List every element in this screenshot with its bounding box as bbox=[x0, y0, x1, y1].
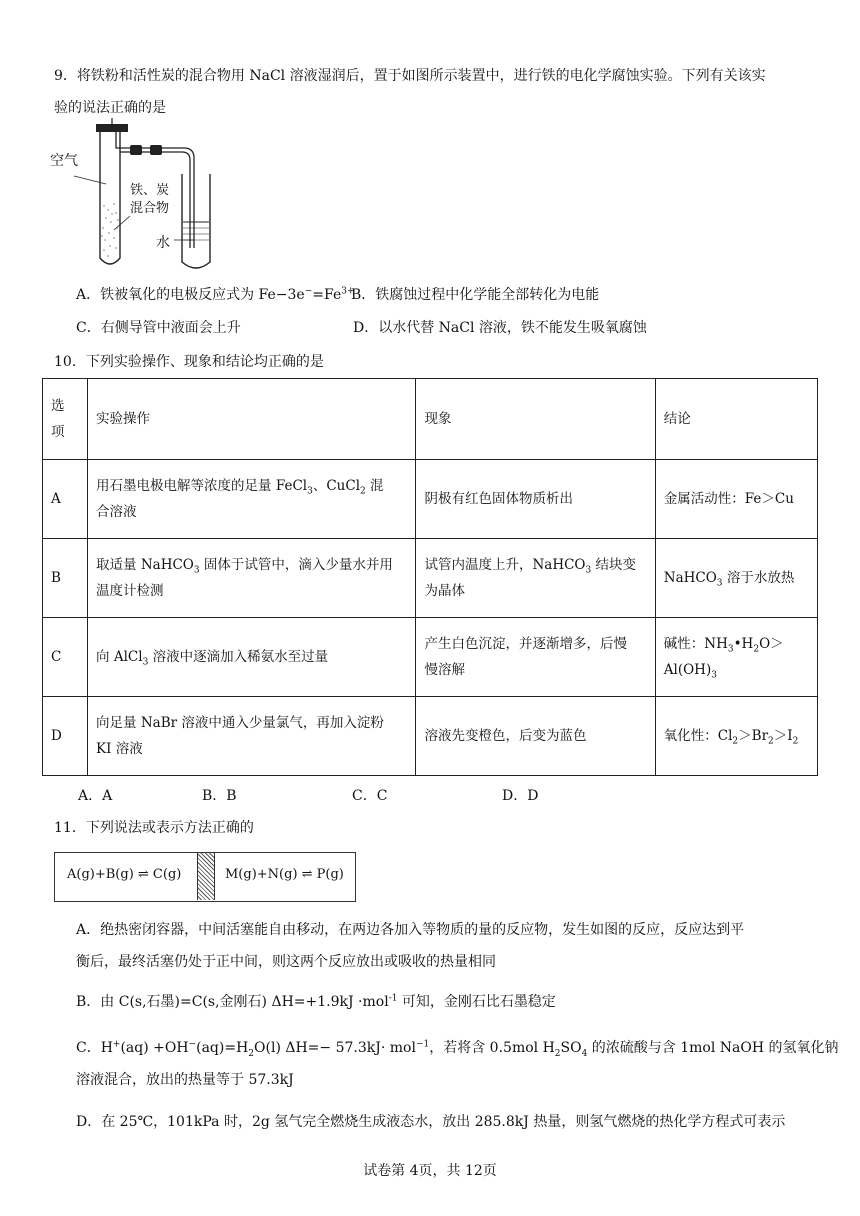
row-phenomenon: 阴极有红色固体物质析出 bbox=[416, 460, 655, 539]
mixture-label-line2: 混合物 bbox=[130, 201, 170, 216]
table-row bbox=[43, 460, 818, 539]
header-conclusion: 结论 bbox=[655, 379, 817, 460]
table-row bbox=[43, 697, 818, 776]
q9-option-b[interactable]: B．铁腐蚀过程中化学能全部转化为电能 bbox=[351, 287, 600, 303]
q11-option-b[interactable]: B．由 C(s,石墨)=C(s,金刚石) ΔH=+1.9kJ ·mol$^{-1}$ 可知，金刚石比石墨稳定 bbox=[76, 993, 556, 1010]
row-label: A bbox=[43, 460, 88, 539]
q9-stem-line1: 9．将铁粉和活性炭的混合物用 NaCl 溶液湿润后，置于如图所示装置中，进行铁的电化学腐蚀实验。下列有关该实 bbox=[54, 68, 766, 84]
row-label: B bbox=[43, 539, 88, 618]
piston bbox=[197, 853, 215, 900]
q9-option-c[interactable]: C．右侧导管中液面会上升 bbox=[76, 320, 241, 336]
stopper bbox=[96, 124, 128, 132]
q10-table bbox=[42, 378, 818, 776]
row-phenomenon: 试管内温度上升，NaHCO$_3$ 结块变 为晶体 bbox=[416, 539, 655, 618]
rubber-joint-1 bbox=[130, 145, 142, 155]
header-phenomenon: 现象 bbox=[416, 379, 655, 460]
header-option: 选 项 bbox=[43, 379, 88, 460]
q11-option-d-line1[interactable]: D．在 25℃，101kPa 时，2g 氢气完全燃烧生成液态水，放出 285.8kJ 热量，则氢气燃烧的热化学方程式可表示 bbox=[76, 1114, 786, 1130]
right-test-tube bbox=[182, 174, 210, 268]
q10-option-a[interactable]: A．A bbox=[78, 788, 113, 804]
water-label: 水 bbox=[156, 235, 170, 251]
q10-option-d[interactable]: D．D bbox=[502, 788, 539, 804]
air-label: 空气 bbox=[50, 153, 78, 169]
q9-option-d[interactable]: D．以水代替 NaCl 溶液，铁不能发生吸氧腐蚀 bbox=[353, 320, 647, 336]
mixture-label bbox=[130, 182, 169, 218]
q10-option-b[interactable]: B．B bbox=[202, 788, 237, 804]
row-label: D bbox=[43, 697, 88, 776]
table-row bbox=[43, 618, 818, 697]
q10-option-c[interactable]: C．C bbox=[352, 788, 388, 804]
q11-option-c-line2[interactable]: 溶液混合，放出的热量等于 57.3kJ bbox=[76, 1072, 294, 1088]
row-label: C bbox=[43, 618, 88, 697]
q9-stem bbox=[54, 60, 820, 124]
q11-option-a-line1[interactable]: A．绝热密闭容器，中间活塞能自由移动，在两边各加入等物质的量的反应物，发生如图的反应，反应达到平 bbox=[76, 922, 745, 938]
row-conclusion: 碱性：$NH_3•H_2O>$ $Al(OH)_3$ bbox=[655, 618, 817, 697]
q10-stem: 10．下列实验操作、现象和结论均正确的是 bbox=[54, 354, 324, 370]
row-conclusion: 氧化性：$Cl_2>Br_2>I_2$ bbox=[655, 697, 817, 776]
row-operation: 取适量 NaHCO$_3$ 固体于试管中，滴入少量水并用 温度计检测 bbox=[88, 539, 416, 618]
row-conclusion: NaHCO$_3$ 溶于水放热 bbox=[655, 539, 817, 618]
row-operation: 用石墨电极电解等浓度的足量 FeCl$_3$、CuCl$_2$ 混 合溶液 bbox=[88, 460, 416, 539]
q9-stem-line2: 验的说法正确的是 bbox=[54, 100, 166, 116]
left-test-tube bbox=[100, 132, 120, 264]
q9-option-a[interactable]: A．铁被氧化的电极反应式为 $Fe-3e^-=Fe^{3+}$ bbox=[76, 286, 355, 303]
mixture-label-line1: 铁、炭 bbox=[130, 183, 170, 198]
q11-option-a-line2[interactable]: 衡后，最终活塞仍处于正中间，则这两个反应放出或吸收的热量相同 bbox=[76, 954, 496, 970]
page-footer: 试卷第 4页，共 12页 bbox=[363, 1163, 497, 1179]
header-operation: 实验操作 bbox=[88, 379, 416, 460]
right-equation: M(g)+N(g) ⇌ P(g) bbox=[225, 867, 344, 882]
table-header-row bbox=[43, 379, 818, 460]
row-phenomenon: 产生白色沉淀，并逐渐增多，后慢 慢溶解 bbox=[416, 618, 655, 697]
rubber-joint-2 bbox=[150, 145, 162, 155]
q11-option-c-line1[interactable]: C．$H^+(aq) +OH^-(aq)=H_2O(l)$ ΔH=− 57.3kJ· mol$^{-1}$，若将含 0.5mol $H_2SO_4$ 的浓硫酸与含 1mol NaOH 的氢氧化钠 bbox=[76, 1039, 839, 1059]
row-operation: 向 AlCl$_3$ 溶液中逐滴加入稀氨水至过量 bbox=[88, 618, 416, 697]
row-operation: 向足量 NaBr 溶液中通入少量氯气，再加入淀粉 KI 溶液 bbox=[88, 697, 416, 776]
q11-stem: 11．下列说法或表示方法正确的 bbox=[54, 820, 254, 836]
row-phenomenon: 溶液先变橙色，后变为蓝色 bbox=[416, 697, 655, 776]
row-conclusion: 金属活动性：Fe＞Cu bbox=[655, 460, 817, 539]
table-row bbox=[43, 539, 818, 618]
corrosion-apparatus-figure bbox=[44, 118, 234, 278]
q11-container-figure bbox=[54, 852, 356, 902]
iron-carbon-mixture bbox=[101, 203, 119, 257]
left-equation: A(g)+B(g) ⇌ C(g) bbox=[67, 867, 182, 882]
